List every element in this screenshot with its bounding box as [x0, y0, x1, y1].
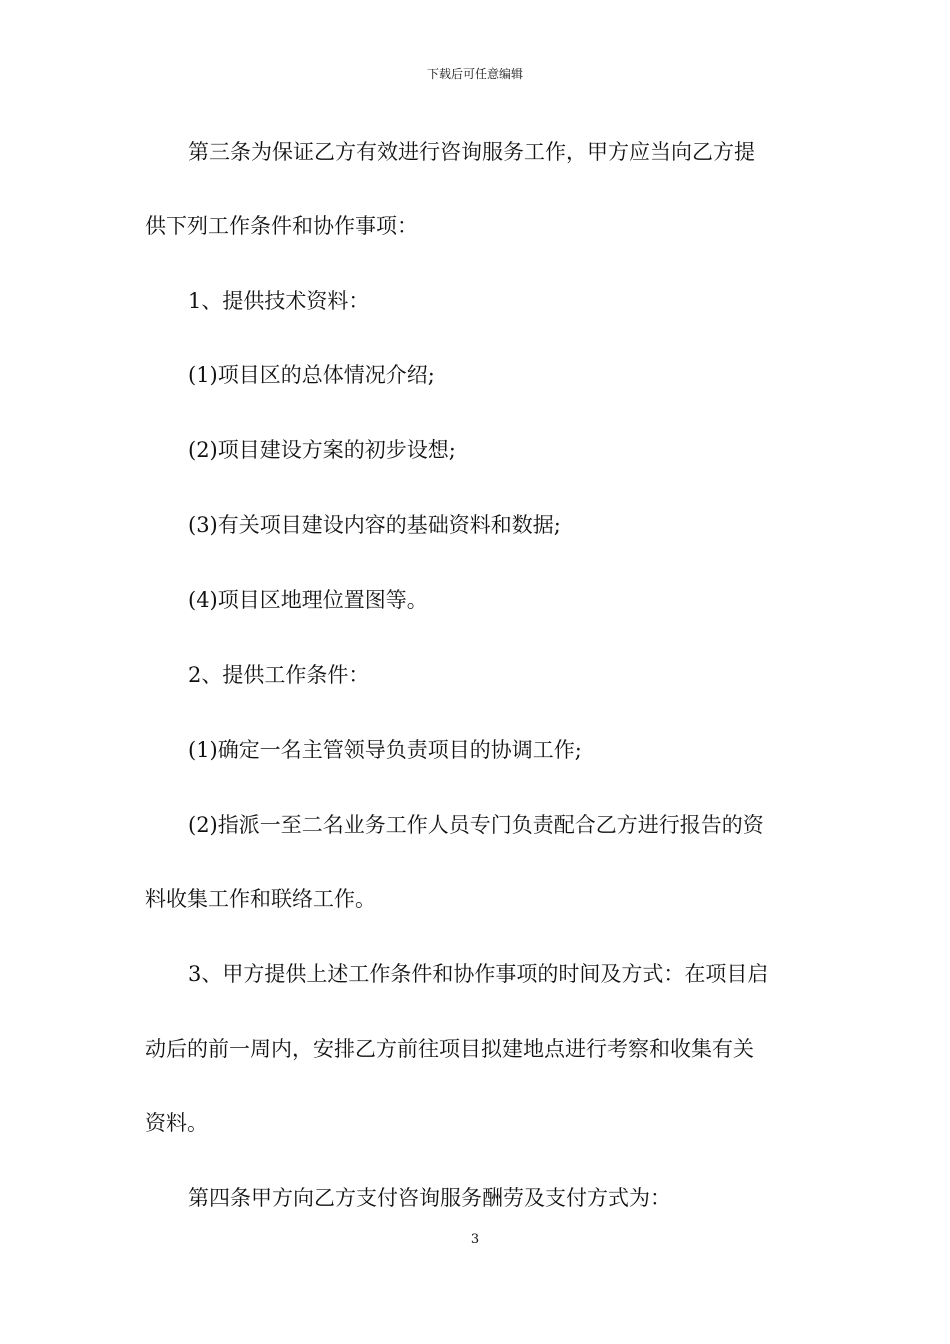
paragraph-line: 料收集工作和联络工作。 — [145, 887, 376, 911]
paragraph-line: 动后的前一周内，安排乙方前往项目拟建地点进行考察和收集有关 — [145, 1037, 754, 1061]
paragraph-line: 资料。 — [145, 1111, 208, 1135]
paragraph-line: 2、提供工作条件： — [188, 663, 370, 687]
paragraph-line: 1、提供技术资料： — [188, 289, 370, 313]
paragraph-line: 供下列工作条件和协作事项： — [145, 214, 418, 238]
paragraph-line: (1)确定一名主管领导负责项目的协调工作; — [188, 738, 582, 762]
paragraph-line: (4)项目区地理位置图等。 — [188, 588, 428, 612]
paragraph-line: (1)项目区的总体情况介绍; — [188, 363, 435, 387]
paragraph-line: (2)项目建设方案的初步设想; — [188, 438, 456, 462]
page-number: 3 — [470, 1232, 480, 1247]
paragraph-line: 第三条为保证乙方有效进行咨询服务工作，甲方应当向乙方提 — [188, 140, 755, 164]
paragraph-line: (2)指派一至二名业务工作人员专门负责配合乙方进行报告的资 — [188, 813, 764, 837]
paragraph-line: 第四条甲方向乙方支付咨询服务酬劳及支付方式为： — [188, 1186, 671, 1210]
paragraph-line: 3、甲方提供上述工作条件和协作事项的时间及方式：在项目启 — [188, 962, 769, 986]
paragraph-line: (3)有关项目建设内容的基础资料和数据; — [188, 513, 561, 537]
page-header: 下载后可任意编辑 — [426, 67, 523, 81]
